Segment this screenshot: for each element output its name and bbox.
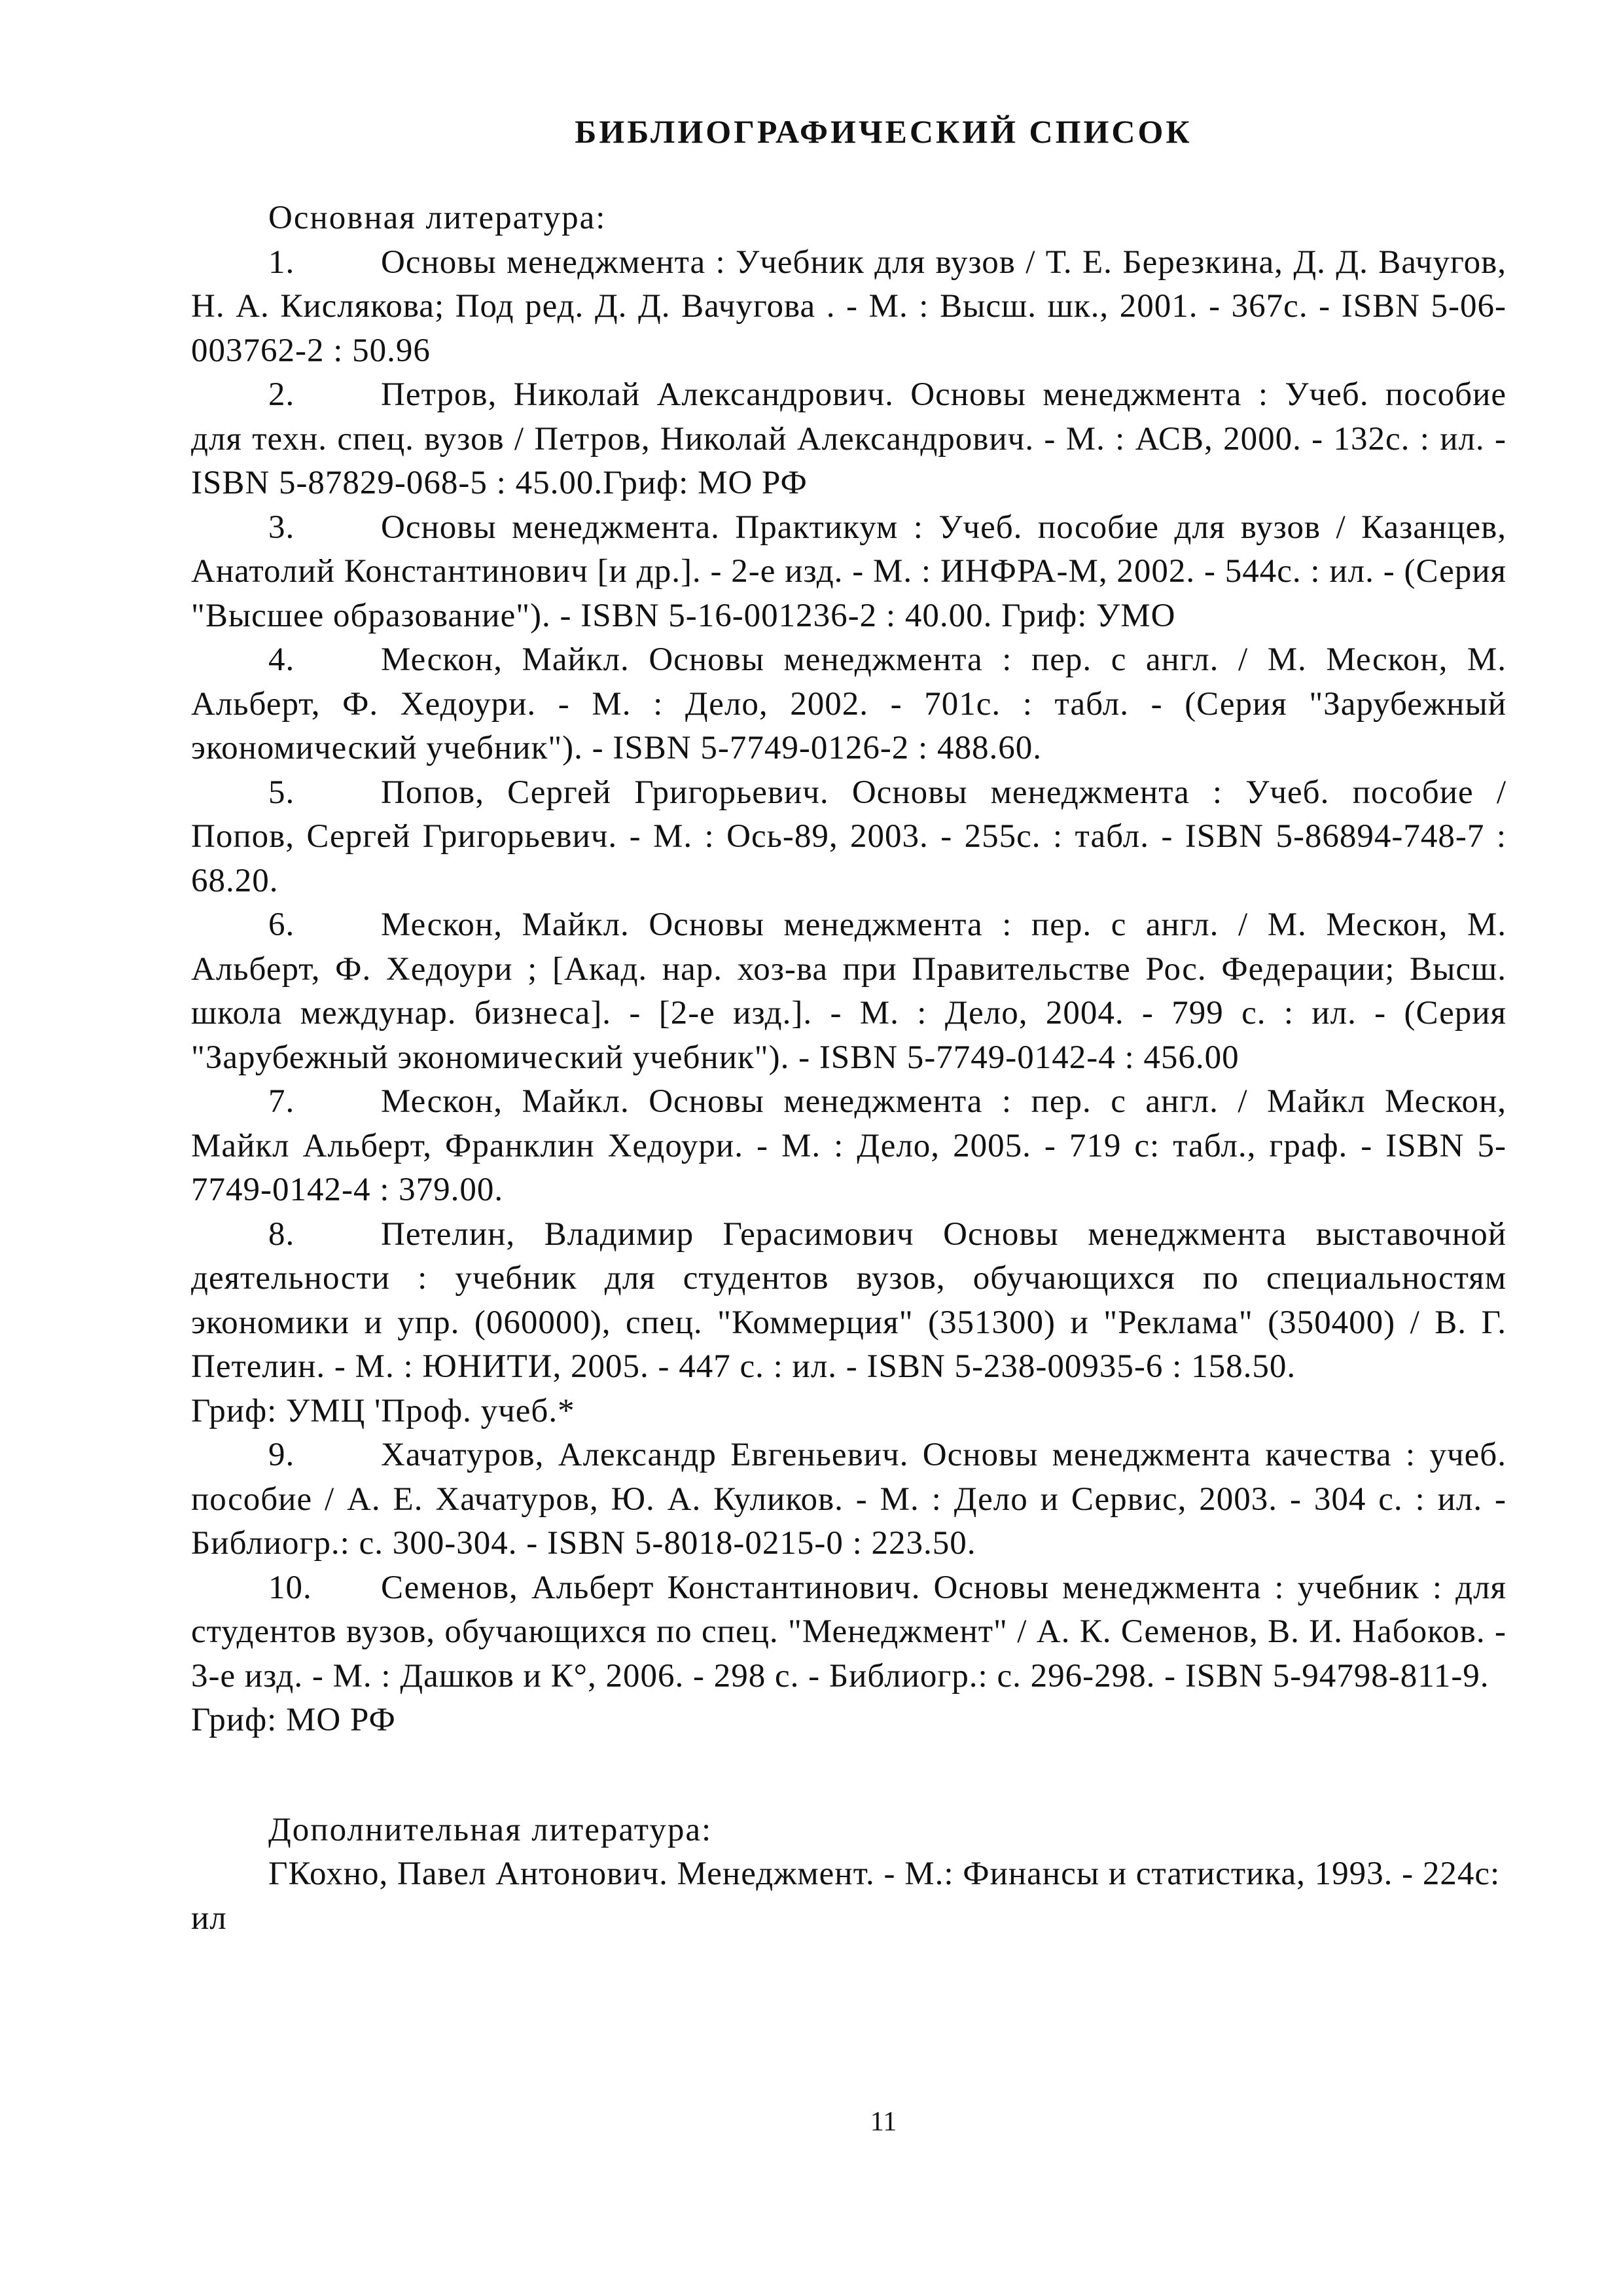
page-number: 11 xyxy=(870,2107,897,2137)
entry-text: Петров, Николай Александрович. Основы менеджмента : Учеб. пособие для техн. спец. вузов / Петров, Николай Александрович. - М. : АСВ, 2000. - 132с. : ил. - ISBN 5-87829-068-5 : 45.00.Гриф: МО РФ xyxy=(191,376,1507,501)
entry-text: Семенов, Альберт Константинович. Основы менеджмента : учебник : для студентов вузов, обучающихся по спец. "Менеджмент" / А. К. Семенов, В. И. Набоков. - 3-е изд. - М. : Дашков и К°, 2006. - 298 с. - Библиогр.: с. 296-298. - ISBN 5-94798-811-9. xyxy=(191,1569,1507,1695)
bibliography-entry-2 xyxy=(191,373,1507,506)
bibliography-entry-7 xyxy=(191,1080,1507,1213)
entry-8-grif: Гриф: УМЦ 'Проф. учеб.* xyxy=(191,1392,575,1429)
additional-entry: ГКохно, Павел Антонович. Менеджмент. - М.: Финансы и статистика, 1993. - 224с: ил xyxy=(191,1856,1501,1937)
additional-literature-heading: Дополнительная литература: xyxy=(268,1811,713,1848)
bibliography-entry-3 xyxy=(191,506,1507,639)
bibliography-entry-6 xyxy=(191,903,1507,1080)
bibliography-content xyxy=(191,196,1507,1941)
entry-text: Основы менеджмента : Учебник для вузов / Т. Е. Березкина, Д. Д. Вачугов, Н. А. Кислякова; Под ред. Д. Д. Вачугова . - М. : Высш. шк., 2001. - 367с. - ISBN 5-06-003762-2 : 50.96 xyxy=(191,243,1507,369)
page-title: БИБЛИОГРАФИЧЕСКИЙ СПИСОК xyxy=(575,113,1192,150)
entry-number: 8. xyxy=(268,1215,295,1253)
entry-text: Петелин, Владимир Герасимович Основы менеджмента выставочной деятельности : учебник для студентов вузов, обучающихся по специальностям экономики и упр. (060000), спец. "Коммерция" (351300) и "Реклама" (350400) / В. Г. Петелин. - М. : ЮНИТИ, 2005. - 447 с. : ил. - ISBN 5-238-00935-6 : 158.50. xyxy=(191,1215,1507,1385)
entry-text: Мескон, Майкл. Основы менеджмента : пер. с англ. / Майкл Мескон, Майкл Альберт, Франклин Хедоури. - М. : Дело, 2005. - 719 с: табл., граф. - ISBN 5-7749-0142-4 : 379.00. xyxy=(191,1083,1507,1208)
entry-text: Мескон, Майкл. Основы менеджмента : пер. с англ. / М. Мескон, М. Альберт, Ф. Хедоури ; [Акад. нар. хоз-ва при Правительстве Рос. Федерации; Высш. школа междунар. бизнеса]. - [2-е изд.]. - М. : Дело, 2004. - 799 с. : ил. - (Серия "Зарубежный экономический учебник"). - ISBN 5-7749-0142-4 : 456.00 xyxy=(191,906,1507,1076)
entry-number: 9. xyxy=(268,1437,295,1473)
entry-number: 2. xyxy=(268,376,295,413)
entry-text: Хачатуров, Александр Евгеньевич. Основы менеджмента качества : учеб. пособие / А. Е. Хачатуров, Ю. А. Куликов. - М. : Дело и Сервис, 2003. - 304 с. : ил. - Библиогр.: с. 300-304. - ISBN 5-8018-0215-0 : 223.50. xyxy=(191,1437,1507,1562)
entry-text: Попов, Сергей Григорьевич. Основы менеджмента : Учеб. пособие / Попов, Сергей Григорьевич. - М. : Ось-89, 2003. - 255с. : табл. - ISBN 5-86894-748-7 : 68.20. xyxy=(191,774,1507,899)
main-literature-heading: Основная литература: xyxy=(268,200,607,236)
entry-number: 1. xyxy=(268,243,295,281)
entry-number: 7. xyxy=(268,1083,295,1120)
entry-number: 4. xyxy=(268,641,295,678)
bibliography-entry-1 xyxy=(191,241,1507,374)
entry-text: Основы менеджмента. Практикум : Учеб. пособие для вузов / Казанцев, Анатолий Константинович [и др.]. - 2-е изд. - М. : ИНФРА-М, 2002. - 544с. : ил. - (Серия "Высшее образование"). - ISBN 5-16-001236-2 : 40.00. Гриф: УМО xyxy=(191,509,1507,634)
entry-number: 10. xyxy=(268,1569,312,1606)
bibliography-entry-5 xyxy=(191,771,1507,904)
entry-number: 5. xyxy=(268,774,295,811)
entry-10-grif: Гриф: МО РФ xyxy=(191,1702,396,1738)
bibliography-entry-10 xyxy=(191,1566,1507,1699)
bibliography-entry-9 xyxy=(191,1433,1507,1566)
section-gap xyxy=(191,1743,1507,1808)
entry-text: Мескон, Майкл. Основы менеджмента : пер. с англ. / М. Мескон, М. Альберт, Ф. Хедоури. - М. : Дело, 2002. - 701с. : табл. - (Серия "Зарубежный экономический учебник"). - ISBN 5-7749-0126-2 : 488.60. xyxy=(191,641,1507,766)
entry-number: 3. xyxy=(268,509,295,546)
bibliography-entry-8 xyxy=(191,1213,1507,1390)
entry-number: 6. xyxy=(268,906,295,943)
bibliography-entry-4 xyxy=(191,638,1507,771)
